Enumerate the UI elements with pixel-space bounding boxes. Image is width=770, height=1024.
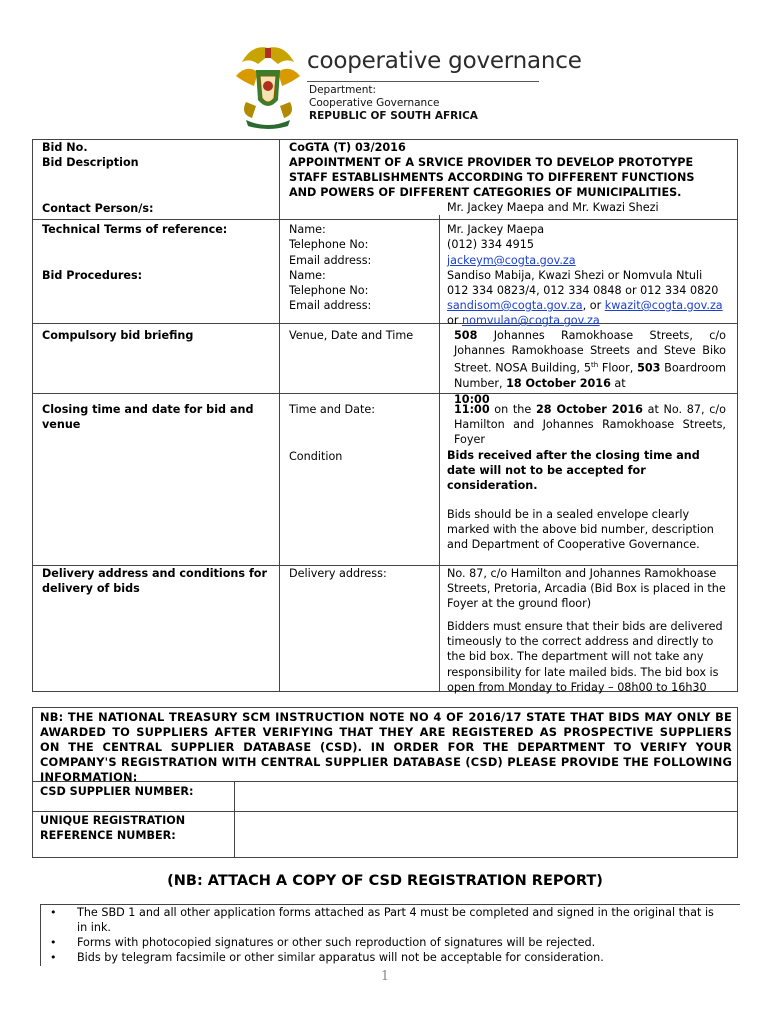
contact-value: Mr. Jackey Maepa and Mr. Kwazi Shezi [447,201,659,214]
dept-line-1: Department: [309,84,377,96]
tech-name: Mr. Jackey Maepa [447,223,545,236]
closing-label-1: Closing time and date for bid and [42,403,254,416]
dept-line-2: Cooperative Governance [309,97,440,110]
field-telephone: Telephone No: [289,238,369,251]
bid-no-label: Bid No. [42,141,88,154]
list-item: The SBD 1 and all other application forms attached as Part 4 must be completed and signed in the original that is in ink. [77,906,714,935]
field-email: Email address: [289,254,372,267]
header-rule [307,81,539,82]
proc-emails-3: or nomvulan@cogta.gov.za [447,314,600,327]
tech-telephone: (012) 334 4915 [447,238,535,251]
condition-envelope: Bids should be in a sealed envelope clearly marked with the above bid number, description and Department of Cooperative Governance. [447,508,714,552]
field-name: Name: [289,223,326,236]
csd-supplier-label: CSD SUPPLIER NUMBER: [40,785,194,798]
field-email-2: Email address: [289,299,372,312]
bid-description-line-3: AND POWERS OF DIFFERENT CATEGORIES OF MUNICIPALITIES. [289,186,682,199]
field-telephone-2: Telephone No: [289,284,369,297]
department-lines [309,84,478,124]
bid-no-value: CoGTA (T) 03/2016 [289,141,406,154]
field-name-2: Name: [289,269,326,282]
list-item: Forms with photocopied signatures or other such reproduction of signatures will be rejected. [77,936,596,949]
closing-label-2: venue [42,418,81,431]
delivery-label-1: Delivery address and conditions for [42,567,268,580]
closing-field: Time and Date: [289,403,376,416]
attach-report-note: (NB: ATTACH A COPY OF CSD REGISTRATION REPORT) [167,873,603,889]
csd-supplier-input[interactable] [238,784,736,810]
proc-email-link-1[interactable]: sandisom@cogta.gov.za [447,299,583,312]
proc-email-link-3[interactable]: nomvulan@cogta.gov.za [462,314,600,327]
bid-procedures-label: Bid Procedures: [42,269,143,282]
delivery-field: Delivery address: [289,567,387,580]
dept-line-3: REPUBLIC OF SOUTH AFRICA [309,110,478,123]
briefing-label: Compulsory bid briefing [42,329,194,342]
bullet-icon: • [50,936,57,949]
list-item: Bids by telegram facsimile or other similar apparatus will not be acceptable for consideration. [77,951,604,964]
delivery-note: Bidders must ensure that their bids are delivered timeously to the correct address and directly to the bid box. The department will not take any responsibility for late mailed bids. The bid box is open from Monday to Friday – 08h00 to 16h30 [447,620,723,694]
registration-label-2: REFERENCE NUMBER: [40,829,176,842]
tech-email-link[interactable]: jackeym@cogta.gov.za [447,254,576,267]
briefing-details: 508 Johannes Ramokhoase Streets, c/o Johannes Ramokhoase Streets and Steve Biko Street. NOSA Building, 5th Floor, 503 Boardroom Number, 18 October 2016 at 10:00 [454,329,726,406]
bullet-icon: • [50,906,57,919]
delivery-address: No. 87, c/o Hamilton and Johannes Ramokhoase Streets, Pretoria, Arcadia (Bid Box is placed in the Foyer at the ground floor) [447,567,726,611]
bid-description-line-1: APPOINTMENT OF A SRVICE PROVIDER TO DEVELOP PROTOTYPE [289,156,694,169]
contact-label: Contact Person/s: [42,202,154,215]
page-number: 1 [380,969,390,984]
proc-names: Sandiso Mabija, Kwazi Shezi or Nomvula Ntuli [447,269,703,282]
condition-field: Condition [289,450,343,463]
closing-details: 11:00 on the 28 October 2016 at No. 87, c/o Hamilton and Johannes Ramokhoase Streets, Foyer [454,403,726,447]
proc-emails: sandisom@cogta.gov.za, or kwazit@cogta.gov.za [447,299,723,312]
technical-terms-label: Technical Terms of reference: [42,223,228,236]
coat-of-arms-logo [232,42,304,130]
bid-description-label: Bid Description [42,156,139,169]
condition-warning: Bids received after the closing time and date will not to be accepted for consideration. [447,449,700,493]
csd-notice-text: NB: THE NATIONAL TREASURY SCM INSTRUCTION NOTE NO 4 OF 2016/17 STATE THAT BIDS MAY ONLY BE AWARDED TO SUPPLIERS AFTER VERIFYING THAT THEY ARE REGISTERED AS PROSPECTIVE SUPPLIERS ON THE CENTRAL SUPPLIER DATABASE (CSD). IN ORDER FOR THE DEPARTMENT TO VERIFY YOUR COMPANY'S REGISTRATION WITH CENTRAL SUPPLIER DATABASE (CSD) PLEASE PROVIDE THE FOLLOWING INFORMATION: [40,710,732,785]
proc-telephones: 012 334 0823/4, 012 334 0848 or 012 334 0820 [447,284,719,297]
proc-email-link-2[interactable]: kwazit@cogta.gov.za [604,299,723,312]
bullet-icon: • [50,951,57,964]
briefing-field: Venue, Date and Time [289,329,414,342]
bid-description-line-2: STAFF ESTABLISHMENTS ACCORDING TO DIFFERENT FUNCTIONS [289,171,695,184]
org-name: cooperative governance [307,48,582,74]
registration-input[interactable] [238,814,736,856]
delivery-label-2: delivery of bids [42,582,140,595]
registration-label-1: UNIQUE REGISTRATION [40,814,186,827]
